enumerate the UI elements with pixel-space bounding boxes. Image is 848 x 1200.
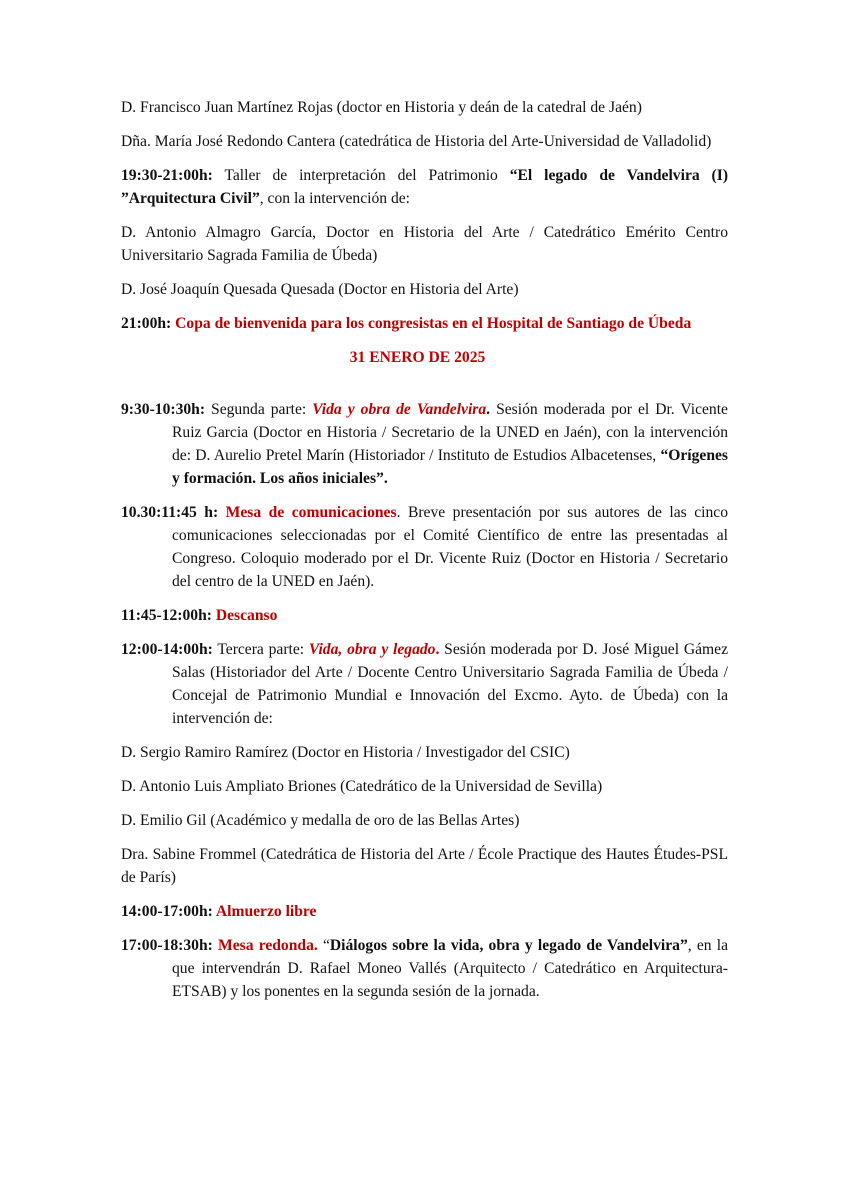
event-highlight: Mesa redonda.	[212, 937, 318, 954]
item-title: “Orígenes y formación. Los años iniciales”.	[172, 447, 728, 487]
item-text: Taller de interpretación del Patrimonio	[212, 167, 510, 184]
time-label: 9:30-10:30h:	[121, 401, 206, 418]
speaker-line: D. Antonio Almagro García, Doctor en Historia del Arte / Catedrático Emérito Centro Universitario Sagrada Familia de Úbeda)	[121, 224, 728, 264]
schedule-item	[121, 164, 728, 210]
time-label: 21:00h:	[121, 315, 172, 332]
speaker-line: D. Antonio Luis Ampliato Briones (Catedrático de la Universidad de Sevilla)	[121, 778, 603, 795]
item-text: , con la intervención de:	[259, 190, 410, 207]
item-title: “El legado de Vandelvira (I) ”Arquitectura Civil”	[121, 167, 729, 207]
schedule-item	[121, 398, 728, 490]
time-label: 10.30:11:45 h:	[121, 504, 219, 521]
time-label: 14:00-17:00h:	[121, 903, 213, 920]
schedule-item	[121, 501, 728, 593]
speaker-line: D. Francisco Juan Martínez Rojas (doctor en Historia y deán de la catedral de Jaén)	[121, 99, 642, 116]
punctuation: .	[486, 401, 491, 418]
session-title: Vida, obra y legado	[308, 641, 436, 658]
document-page	[121, 96, 728, 1014]
item-title: Diálogos sobre la vida, obra y legado de Vandelvira”	[329, 937, 688, 954]
schedule-item	[121, 312, 728, 335]
schedule-item	[121, 900, 728, 923]
schedule-item	[121, 638, 728, 730]
event-highlight: Almuerzo libre	[212, 903, 317, 920]
time-label: 19:30-21:00h:	[121, 167, 213, 184]
speaker-line: D. José Joaquín Quesada Quesada (Doctor en Historia del Arte)	[121, 281, 519, 298]
event-highlight: Descanso	[211, 607, 278, 624]
speaker-line: D. Emilio Gil (Académico y medalla de oro de las Bellas Artes)	[121, 812, 520, 829]
event-highlight: Mesa de comunicaciones	[218, 504, 397, 521]
time-label: 11:45-12:00h:	[121, 607, 212, 624]
speaker-line: D. Sergio Ramiro Ramírez (Doctor en Historia / Investigador del CSIC)	[121, 744, 570, 761]
event-highlight: Copa de bienvenida para los congresistas en el Hospital de Santiago de Úbeda	[171, 315, 692, 332]
schedule-item	[121, 604, 728, 627]
item-text: Sesión moderada por el Dr. Vicente Ruiz Garcia (Doctor en Historia / Secretario de la UNED en Jaén), con la intervención de: D. Aurelio Pretel Marín (Historiador / Instituto de Estudios Albacetenses,	[172, 401, 728, 464]
schedule-item	[121, 934, 728, 1003]
time-label: 17:00-18:30h:	[121, 937, 213, 954]
date-heading: 31 ENERO DE 2025	[349, 349, 486, 366]
item-text: “	[317, 937, 330, 954]
item-text: , en la que intervendrán D. Rafael Moneo Vallés (Arquitecto / Catedrático en Arquitectura-ETSAB) y los ponentes en la segunda sesión de la jornada.	[172, 937, 729, 1000]
time-label: 12:00-14:00h:	[121, 641, 213, 658]
item-text: Tercera parte:	[212, 641, 309, 658]
item-text: . Breve presentación por sus autores de las cinco comunicaciones seleccionadas por el Comité Científico de entre las presentadas al Congreso. Coloquio moderado por el Dr. Vicente Ruiz (Doctor en Historia / Secretario del centro de la UNED en Jaén).	[172, 504, 728, 590]
speaker-line: Dra. Sabine Frommel (Catedrática de Historia del Arte / École Practique des Hautes Études-PSL de París)	[121, 846, 728, 886]
session-title: Vida y obra de Vandelvira	[312, 401, 487, 418]
punctuation: .	[435, 641, 440, 658]
item-text: Segunda parte:	[205, 401, 313, 418]
speaker-line: Dña. María José Redondo Cantera (catedrática de Historia del Arte-Universidad de Valladolid)	[121, 133, 712, 150]
item-text: Sesión moderada por D. José Miguel Gámez Salas (Historiador del Arte / Docente Centro Universitario Sagrada Familia de Úbeda / Concejal de Patrimonio Mundial e Innovación del Excmo. Ayto. de Úbeda) con la intervención de:	[172, 641, 728, 727]
